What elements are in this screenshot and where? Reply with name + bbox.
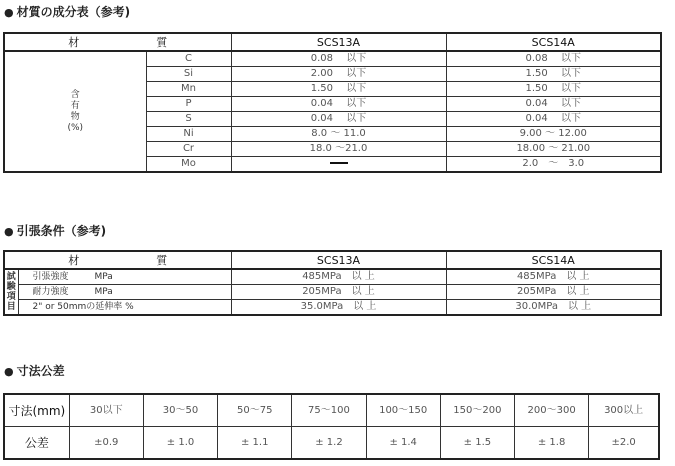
element-cell: Si — [146, 67, 231, 82]
col-header-scs13a: SCS13A — [231, 33, 446, 51]
section2-heading — [4, 222, 106, 239]
property-cell — [18, 300, 231, 316]
composition-table — [3, 32, 662, 173]
scs13a-cell: 0.08 以下 — [231, 51, 446, 67]
element-cell: S — [146, 112, 231, 127]
element-cell: Mo — [146, 157, 231, 173]
scs13a-cell: 18.0 ～21.0 — [231, 142, 446, 157]
table-row — [4, 300, 661, 316]
section3-title: 寸法公差 — [16, 364, 65, 378]
bullet-icon: ● — [4, 225, 14, 238]
scs14a-cell: 1.50 以下 — [446, 82, 661, 97]
scs14a-cell: 0.04 以下 — [446, 97, 661, 112]
tensile-table — [3, 250, 662, 316]
tolerance-cell: ±2.0 — [589, 427, 659, 460]
scs13a-cell — [231, 157, 446, 173]
scs14a-cell: 9.00 ～ 12.00 — [446, 127, 661, 142]
size-row — [4, 394, 659, 427]
side-label-char: 目 — [6, 302, 16, 312]
scs14a-cell: 0.08 以下 — [446, 51, 661, 67]
element-cell: P — [146, 97, 231, 112]
scs13a-cell: 35.0MPa 以 上 — [231, 300, 446, 316]
test-item-label — [4, 269, 18, 315]
element-cell: C — [146, 51, 231, 67]
size-cell: 300以上 — [589, 394, 659, 427]
scs13a-cell: 2.00 以下 — [231, 67, 446, 82]
tolerance-cell: ± 1.0 — [143, 427, 217, 460]
scs13a-cell: 8.0 ～ 11.0 — [231, 127, 446, 142]
scs13a-cell: 485MPa 以 上 — [231, 269, 446, 285]
side-label-char: 験 — [6, 282, 16, 292]
col-header-scs13a: SCS13A — [231, 251, 446, 269]
property-name: 引張強度 — [32, 271, 69, 282]
scs14a-cell: 30.0MPa 以 上 — [446, 300, 661, 316]
property-unit: MPa — [94, 271, 113, 282]
scs13a-cell: 205MPa 以 上 — [231, 285, 446, 300]
content-label-char: 含 — [70, 89, 80, 100]
tolerance-row — [4, 427, 659, 460]
property-name: 耐力強度 — [32, 286, 69, 297]
material-header — [4, 33, 231, 51]
scs14a-cell: 205MPa 以 上 — [446, 285, 661, 300]
size-cell: 75～100 — [292, 394, 366, 427]
property-unit: MPa — [94, 286, 113, 297]
content-label-char: (%) — [67, 122, 84, 133]
size-cell: 150～200 — [440, 394, 514, 427]
col-header-scs14a: SCS14A — [446, 33, 661, 51]
section1-title: 材質の成分表（参考) — [16, 5, 131, 19]
tolerance-cell: ± 1.1 — [218, 427, 292, 460]
property-cell — [18, 269, 231, 285]
material-header — [4, 251, 231, 269]
scs13a-cell: 0.04 以下 — [231, 97, 446, 112]
quality-label: 質 — [156, 35, 168, 49]
content-label-char: 物 — [70, 111, 80, 122]
tolerance-cell: ± 1.4 — [366, 427, 440, 460]
section3-heading — [4, 362, 65, 379]
tolerance-table — [3, 393, 660, 460]
size-cell: 30以下 — [69, 394, 143, 427]
scs13a-cell: 0.04 以下 — [231, 112, 446, 127]
element-cell: Ni — [146, 127, 231, 142]
dash-icon — [330, 162, 348, 164]
scs14a-cell: 0.04 以下 — [446, 112, 661, 127]
table-header-row — [4, 251, 661, 269]
material-label: 材 — [68, 253, 80, 267]
bullet-icon: ● — [4, 365, 14, 378]
quality-label: 質 — [156, 253, 168, 267]
table-row — [4, 269, 661, 285]
content-label-char: 有 — [70, 100, 80, 111]
size-label: 寸法(mm) — [4, 394, 69, 427]
scs14a-cell: 485MPa 以 上 — [446, 269, 661, 285]
scs13a-cell: 1.50 以下 — [231, 82, 446, 97]
size-cell: 100～150 — [366, 394, 440, 427]
property-name: 2" or 50mmの延伸率 % — [32, 301, 134, 312]
side-label-char: 項 — [6, 292, 16, 302]
tolerance-cell: ± 1.2 — [292, 427, 366, 460]
size-cell: 30～50 — [143, 394, 217, 427]
element-cell: Mn — [146, 82, 231, 97]
element-cell: Cr — [146, 142, 231, 157]
side-label-char: 試 — [6, 272, 16, 282]
scs14a-cell: 2.0 ～ 3.0 — [446, 157, 661, 173]
size-cell: 50～75 — [218, 394, 292, 427]
material-label: 材 — [68, 35, 80, 49]
tolerance-cell: ± 1.8 — [515, 427, 589, 460]
table-header-row — [4, 33, 661, 51]
property-cell — [18, 285, 231, 300]
tolerance-label: 公差 — [4, 427, 69, 460]
table-row — [4, 51, 661, 67]
scs14a-cell: 1.50 以下 — [446, 67, 661, 82]
scs14a-cell: 18.00 ～ 21.00 — [446, 142, 661, 157]
tolerance-cell: ±0.9 — [69, 427, 143, 460]
col-header-scs14a: SCS14A — [446, 251, 661, 269]
size-cell: 200～300 — [515, 394, 589, 427]
content-label — [4, 51, 146, 172]
table-row — [4, 285, 661, 300]
bullet-icon: ● — [4, 6, 14, 19]
tolerance-cell: ± 1.5 — [440, 427, 514, 460]
section2-title: 引張条件（参考) — [16, 224, 107, 238]
section1-heading — [4, 3, 130, 20]
